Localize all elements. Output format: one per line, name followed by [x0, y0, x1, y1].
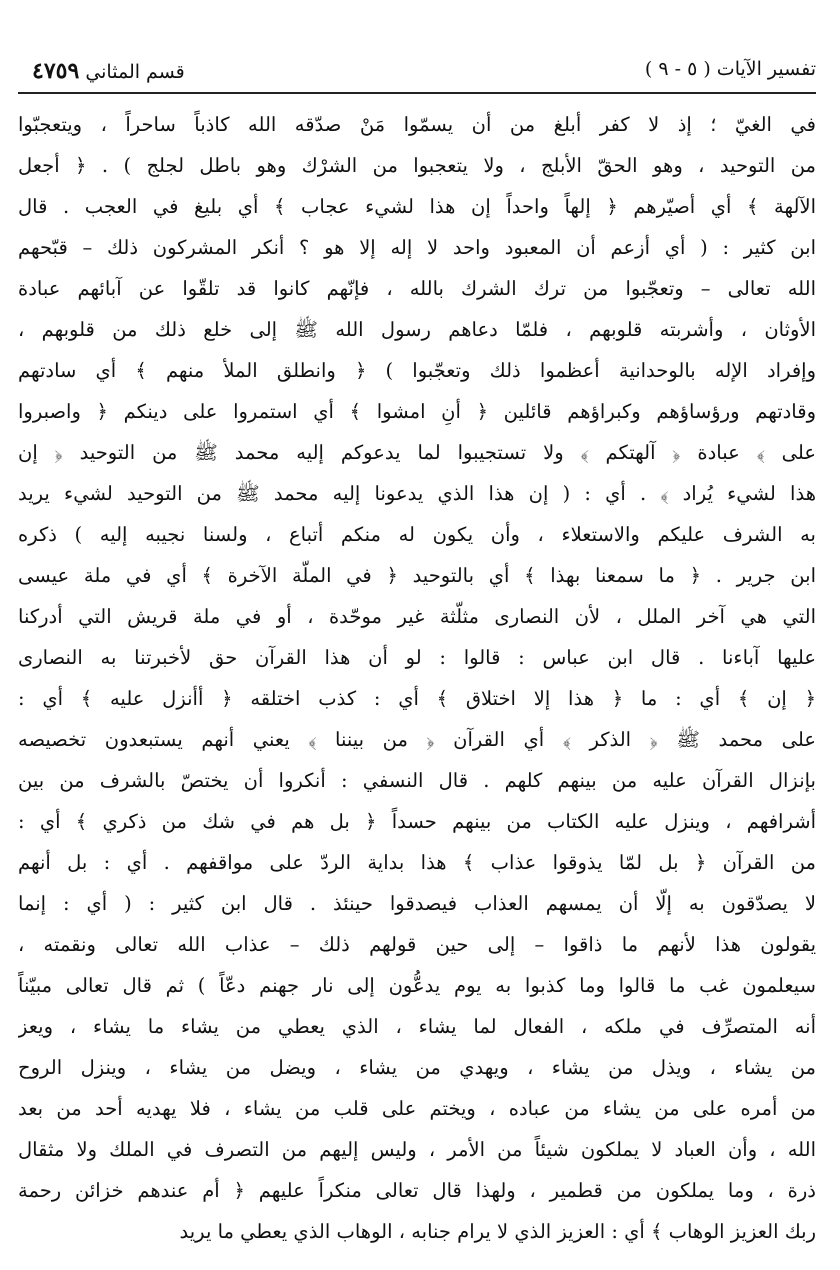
text-line: من القرآن ﴿ بل لمّا يذوقوا عذاب ﴾ هذا بداية الردّ على مواقفهم . أي : بل أنهم [18, 851, 816, 874]
text-line: أنه المتصرِّف في ملكه ، الفعال لما يشاء ، الذي يعطي من يشاء ما يشاء ، ويعز [18, 1015, 816, 1038]
section-name: قسم المثاني [85, 61, 185, 83]
text-line: وقادتهم ورؤساؤهم وكبراؤهم قائلين ﴿ أنِ امشوا ﴾ أي استمروا على دينكم ﴿ واصبروا [18, 400, 816, 423]
text-line: على ﴾ عبادة ﴿ آلهتكم ﴾ ولا تستجيبوا لما يدعوكم إليه محمد ﷺ من التوحيد ﴿ إن [18, 441, 816, 464]
text-line: يقولون هذا لأنهم ما ذاقوا – إلى حين قولهم ذلك – عذاب الله تعالى ونقمته ، [18, 933, 816, 956]
text-line: من أمره على من يشاء من عباده ، ويختم على قلب من يشاء ، فلا يهديه أحد من بعد [18, 1097, 816, 1120]
text-line: بإنزال القرآن عليه من بينهم كلهم . قال النسفي : أنكروا أن يختصّ بالشرف من بين [18, 769, 816, 792]
section-label [18, 58, 185, 84]
text-line: الآلهة ﴾ أي أصيّرهم ﴿ إلهاً واحداً إن هذا لشيء عجاب ﴾ أي بليغ في العجب . قال [18, 195, 816, 218]
text-line: في الغيّ ؛ إذ لا كفر أبلغ من أن يسمّوا مَنْ صدّقه الله كاذباً ساحراً ، ويتعجبّوا [18, 113, 816, 136]
text-line: أشرافهم ، وينزل عليه الكتاب من بينهم حسداً ﴿ بل هم في شك من ذكري ﴾ أي : [18, 810, 816, 833]
text-line: ابن كثير : ( أي أزعم أن المعبود واحد لا إله إلا هو ؟ أنكر المشركون ذلك – قبّحهم [18, 236, 816, 259]
header-rule [18, 92, 816, 94]
text-line: من يشاء ، ويذل من يشاء ، ويهدي من يشاء ، ويضل من يشاء ، وينزل الروح [18, 1056, 816, 1079]
text-line: على محمد ﷺ ﴿ الذكر ﴾ أي القرآن ﴿ من بيننا ﴾ يعني أنهم يستبعدون تخصيصه [18, 728, 816, 751]
page-number: ٤٧٥٩ [32, 58, 80, 84]
running-title: تفسير الآيات ( ٥ - ٩ ) [644, 58, 816, 80]
text-line: وإفراد الإله بالوحدانية أعظموا ذلك وتعجّبوا ) ﴿ وانطلق الملأ منهم ﴾ أي سادتهم [18, 359, 816, 382]
text-line: هذا لشيء يُراد ﴾ . أي : ( إن هذا الذي يدعونا إليه محمد ﷺ من التوحيد لشيء يريد [18, 482, 816, 505]
text-line: به الشرف عليكم والاستعلاء ، وأن يكون له منكم أتباع ، ولسنا نجيبه إليه ) ذكره [18, 523, 816, 546]
text-line: التي هي آخر الملل ، لأن النصارى مثلّثة غير موحّدة ، أو في ملة قريش التي أدركنا [18, 605, 816, 628]
text-line: الله تعالى – وتعجّبوا من ترك الشرك بالله ، فإنّهم كانوا قد تلقّوا عن آبائهم عبادة [18, 277, 816, 300]
text-line: من التوحيد ، وهو الحقّ الأبلج ، ولا يتعجبوا من الشرْك وهو باطل لجلج ) . ﴿ أجعل [18, 154, 816, 177]
page-header [18, 52, 816, 88]
text-line: عليها آباءنا . قال ابن عباس : قالوا : لو أن هذا القرآن حق لأخبرتنا به النصارى [18, 646, 816, 669]
text-line: سيعلمون غب ما قالوا وما كذبوا به يوم يدعُّون إلى نار جهنم دعّاً ) ثم قال تعالى مبيّناً [18, 974, 816, 997]
page-body [18, 104, 816, 1252]
text-line: الله ، وأن العباد لا يملكون شيئاً من الأمر ، وليس إليهم من التصرف في الملك ولا مثقال [18, 1138, 816, 1161]
text-line: ربك العزيز الوهاب ﴾ أي : العزيز الذي لا يرام جنابه ، الوهاب الذي يعطي ما يريد [179, 1220, 816, 1243]
text-line: ابن جرير . ﴿ ما سمعنا بهذا ﴾ أي بالتوحيد ﴿ في الملّة الآخرة ﴾ أي في ملة عيسى [18, 564, 816, 587]
text-line: ذرة ، وما يملكون من قطمير ، ولهذا قال تعالى منكراً عليهم ﴿ أم عندهم خزائن رحمة [18, 1179, 816, 1202]
text-line: لا يصدّقون به إلّا أن يمسهم العذاب فيصدقوا حينئذ . قال ابن كثير : ( أي : إنما [18, 892, 816, 915]
text-line: ﴿ إن ﴾ أي : ما ﴿ هذا إلا اختلاق ﴾ أي : كذب اختلقه ﴿ أأنزل عليه ﴾ أي : [18, 687, 816, 710]
text-line: الأوثان ، وأشربته قلوبهم ، فلمّا دعاهم رسول الله ﷺ إلى خلع ذلك من قلوبهم ، [18, 318, 816, 341]
